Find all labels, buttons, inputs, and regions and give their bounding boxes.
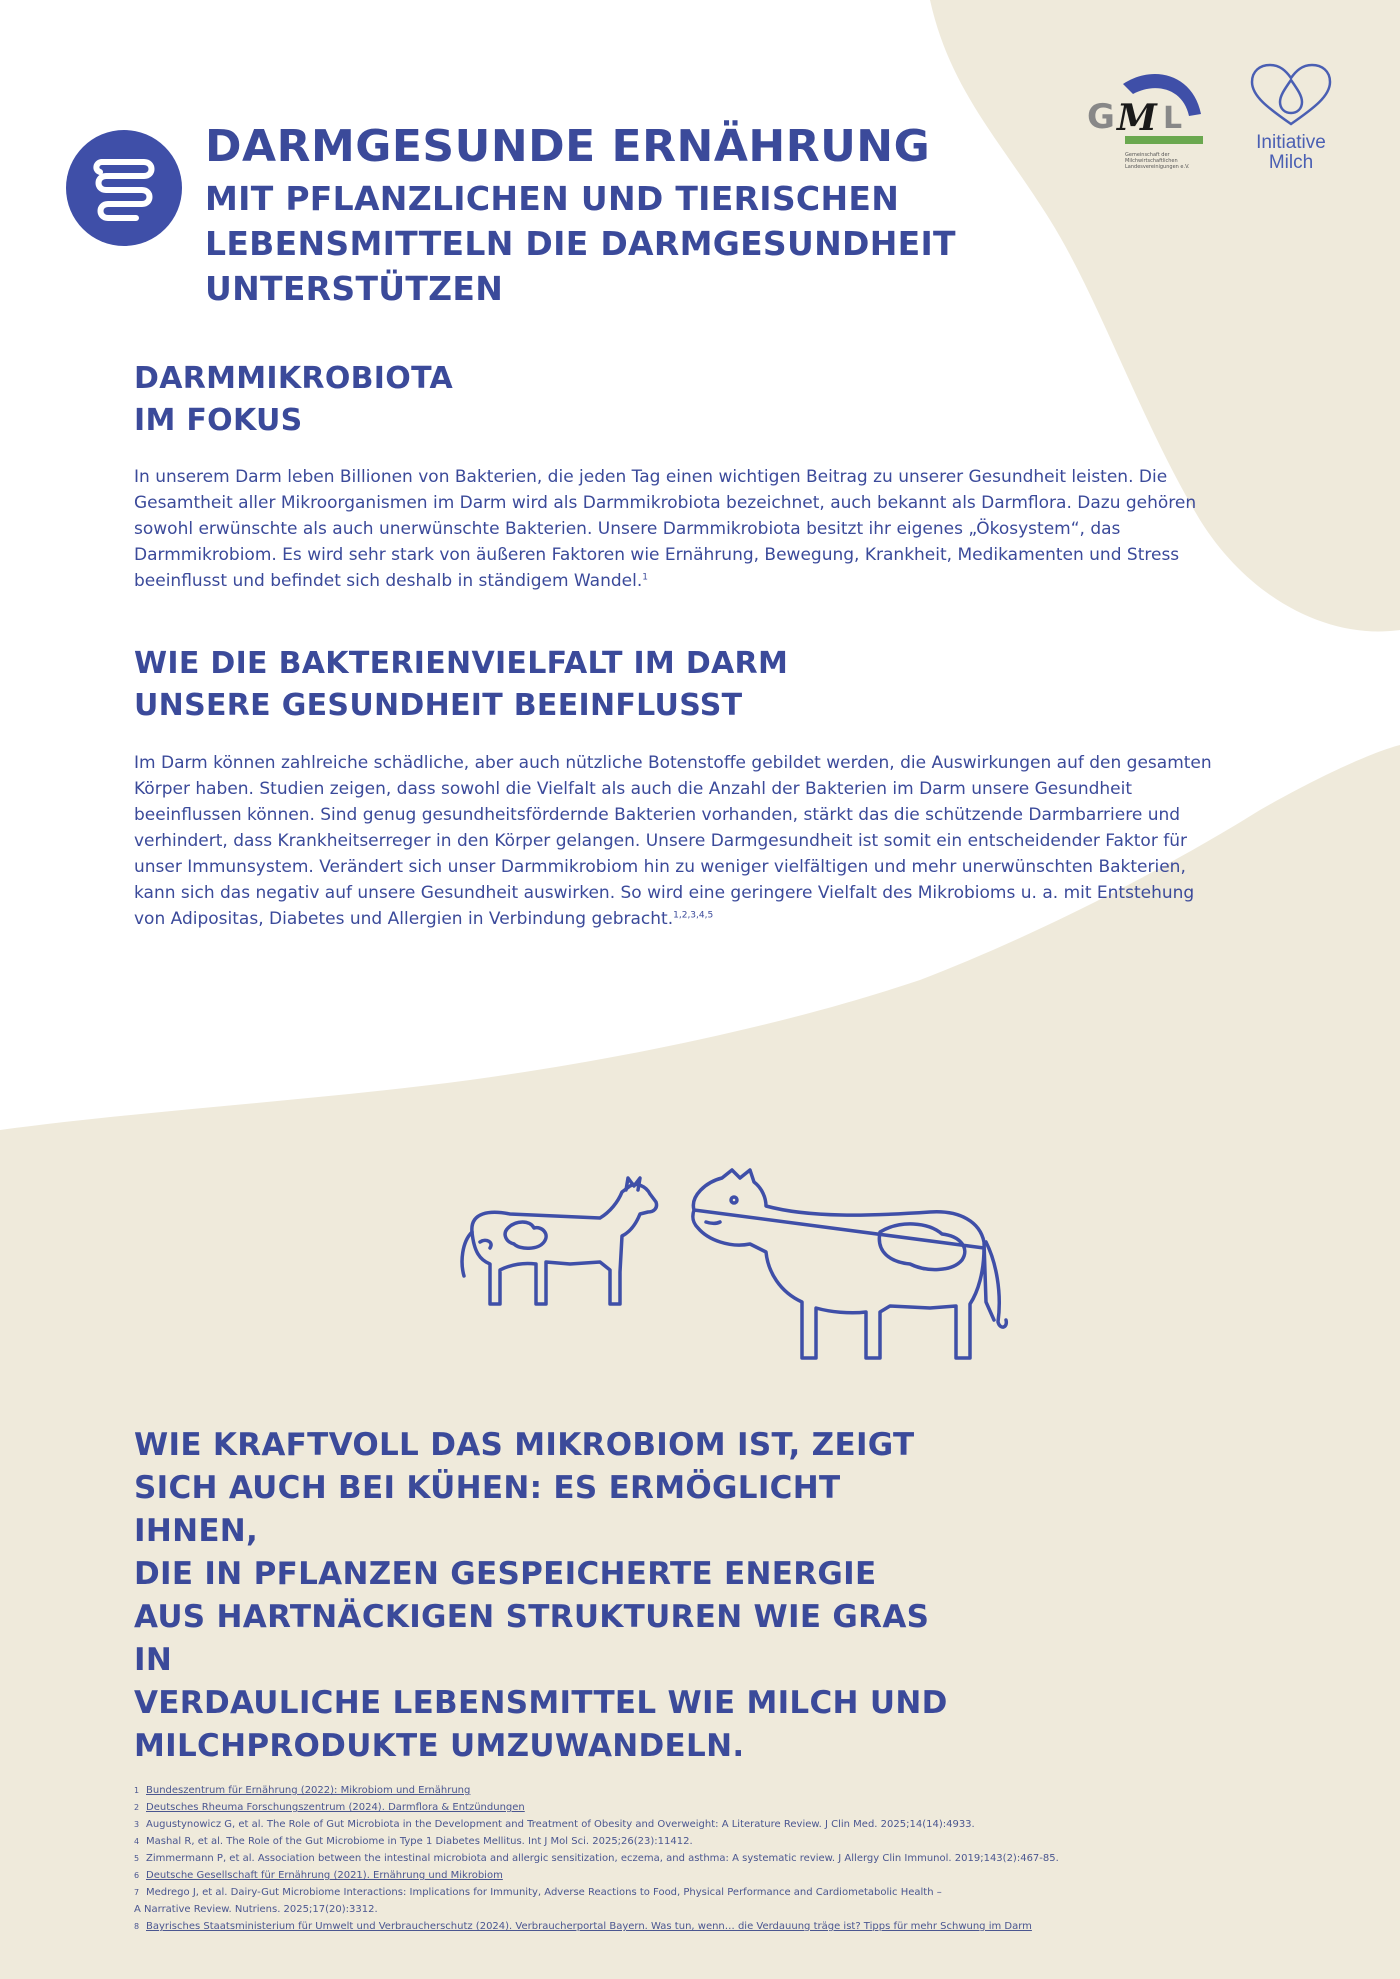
reference-item (134, 1816, 1314, 1833)
section2-heading-text (134, 643, 1034, 727)
reference-number: 5 (134, 1854, 140, 1863)
reference-number: 7 (134, 1888, 140, 1897)
gml-caption-line: Milchwirtschaftlichen (1125, 158, 1178, 164)
calf-icon (462, 1178, 656, 1304)
section2-text: Im Darm können zahlreiche schädliche, aber auch nützliche Botenstoffe gebildet werden, die Auswirkungen auf den gesamten Körper haben. Studien zeigen, dass sowohl die Vielfalt als auch die Anzahl der Bakterien im Darm unsere Gesundheit beeinflussen können. Sind genug gesundheitsfördernde Bakterien vorhanden, stärkt das die schützende Darmbarriere und verhindert, dass Krankheitserreger in den Körper gelangen. Unsere Darmgesundheit ist somit ein entscheidender Faktor für unser Immunsystem. Verändert sich unser Darmmikrobiom hin zu weniger vielfältigen und mehr unerwünschten Bakterien, kann sich das negativ auf unsere Gesundheit auswirken. So wird eine geringere Vielfalt des Mikrobioms u. a. mit Entstehung von Adipositas, Diabetes und Allergien in Verbindung gebracht. (134, 753, 1212, 929)
cows-illustration (450, 1152, 1010, 1362)
section2-body (134, 750, 1219, 932)
reference-link[interactable]: Bayrisches Staatsministerium für Umwelt und Verbraucherschutz (2024). Verbraucherportal Bayern. Was tun, wenn… die Verdauung träge ist? Tipps für mehr Schwung im Darm (146, 1921, 1032, 1932)
reference-text: A Narrative Review. Nutriens. 2025;17(20):3312. (134, 1904, 378, 1915)
gml-letter-g: G (1087, 97, 1115, 137)
gut-icon-badge (66, 130, 182, 246)
subtitle-line: UNTERSTÜTZEN (205, 269, 504, 308)
reference-number: 4 (134, 1837, 140, 1846)
heading-line: IM FOKUS (134, 403, 303, 438)
section2-paragraph (134, 750, 1219, 932)
reference-link[interactable]: Deutsche Gesellschaft für Ernährung (2021). Ernährung und Mikrobiom (146, 1870, 503, 1881)
footnote-marker: 1 (642, 572, 648, 583)
reference-item (134, 1867, 1314, 1884)
quote-line: MILCHPRODUKTE UMZUWANDELN. (134, 1728, 745, 1764)
cow-icon (693, 1170, 1007, 1358)
reference-item (134, 1799, 1314, 1816)
title-block (205, 122, 1005, 311)
gml-letter-l: L (1163, 101, 1183, 136)
quote-line: DIE IN PFLANZEN GESPEICHERTE ENERGIE (134, 1556, 877, 1592)
initiative-line2: Milch (1268, 152, 1314, 173)
initiative-milch-logo (1245, 62, 1337, 182)
gml-caption-line: Gemeinschaft der (1125, 152, 1170, 158)
reference-number: 3 (134, 1820, 140, 1829)
reference-item (134, 1833, 1314, 1850)
section1-paragraph (134, 464, 1219, 594)
heading-line: DARMMIKROBIOTA (134, 361, 454, 396)
reference-text: Medrego J, et al. Dairy-Gut Microbiome Interactions: Implications for Immunity, Adverse Reactions to Food, Physical Performance and Cardiometabolic Health – (146, 1887, 942, 1898)
page-title: DARMGESUNDE ERNÄHRUNG (205, 121, 931, 172)
references-list (134, 1782, 1314, 1935)
gml-caption-line: Landesvereinigungen e.V. (1125, 164, 1190, 170)
reference-number: 6 (134, 1871, 140, 1880)
gml-letter-m: M (1117, 97, 1157, 139)
reference-continuation (134, 1901, 1314, 1918)
subtitle-line: MIT PFLANZLICHEN UND TIERISCHEN (205, 179, 900, 218)
page-subtitle (205, 176, 1005, 311)
reference-number: 2 (134, 1803, 140, 1812)
subtitle-line: LEBENSMITTELN DIE DARMGESUNDHEIT (205, 224, 956, 263)
heading-line: UNSERE GESUNDHEIT BEEINFLUSST (134, 688, 743, 723)
reference-item (134, 1850, 1314, 1867)
reference-link[interactable]: Bundeszentrum für Ernährung (2022): Mikrobiom und Ernährung (146, 1785, 471, 1796)
section1-body (134, 464, 1219, 594)
reference-item (134, 1918, 1314, 1935)
heart-drop-icon (1248, 62, 1334, 128)
quote-line: SICH AUCH BEI KÜHEN: ES ERMÖGLICHT IHNEN, (134, 1470, 841, 1549)
heading-line: WIE DIE BAKTERIENVIELFALT IM DARM (134, 646, 789, 681)
reference-number: 1 (134, 1786, 140, 1795)
cow-microbiome-quote (134, 1424, 974, 1768)
reference-item (134, 1884, 1314, 1901)
reference-text: Augustynowicz G, et al. The Role of Gut Microbiota in the Development and Treatment of Obesity and Overweight: A Literature Review. J Clin Med. 2025;14(14):4933. (146, 1819, 975, 1830)
footnote-marker: 1,2,3,4,5 (673, 910, 714, 921)
quote-line: WIE KRAFTVOLL DAS MIKROBIOM IST, ZEIGT (134, 1427, 915, 1463)
reference-link[interactable]: Deutsches Rheuma Forschungszentrum (2024). Darmflora & Entzündungen (146, 1802, 525, 1813)
gml-logo (1083, 64, 1205, 178)
section2-heading (134, 643, 1034, 727)
section1-text: In unserem Darm leben Billionen von Bakterien, die jeden Tag einen wichtigen Beitrag zu unserer Gesundheit leisten. Die Gesamtheit aller Mikroorganismen im Darm wird als Darmmikrobiota bezeichnet, auch bekannt als Darmflora. Dazu gehören sowohl erwünschte als auch unerwünschte Bakterien. Unsere Darmmikrobiota besitzt ihr eigenes „Ökosystem“, das Darmmikrobiom. Es wird sehr stark von äußeren Faktoren wie Ernährung, Bewegung, Krankheit, Medikamenten und Stress beeinflusst und befindet sich deshalb in ständigem Wandel. (134, 467, 1197, 591)
reference-number: 8 (134, 1922, 140, 1931)
initiative-line1: Initiative (1256, 132, 1326, 153)
reference-item (134, 1782, 1314, 1799)
section1-heading (134, 358, 734, 442)
reference-text: Zimmermann P, et al. Association between the intestinal microbiota and allergic sensitization, eczema, and asthma: A systematic review. J Allergy Clin Immunol. 2019;143(2):467-85. (146, 1853, 1059, 1864)
gml-logo-mark (1083, 64, 1205, 154)
quote-line: AUS HARTNÄCKIGEN STRUKTUREN WIE GRAS IN (134, 1599, 930, 1678)
gml-caption (1125, 152, 1209, 170)
quote-line: VERDAULICHE LEBENSMITTEL WIE MILCH UND (134, 1685, 948, 1721)
section1-heading-text (134, 358, 734, 442)
intestine-icon (66, 130, 182, 246)
reference-text: Mashal R, et al. The Role of the Gut Microbiome in Type 1 Diabetes Mellitus. Int J Mol Sci. 2025;26(23):11412. (146, 1836, 693, 1847)
